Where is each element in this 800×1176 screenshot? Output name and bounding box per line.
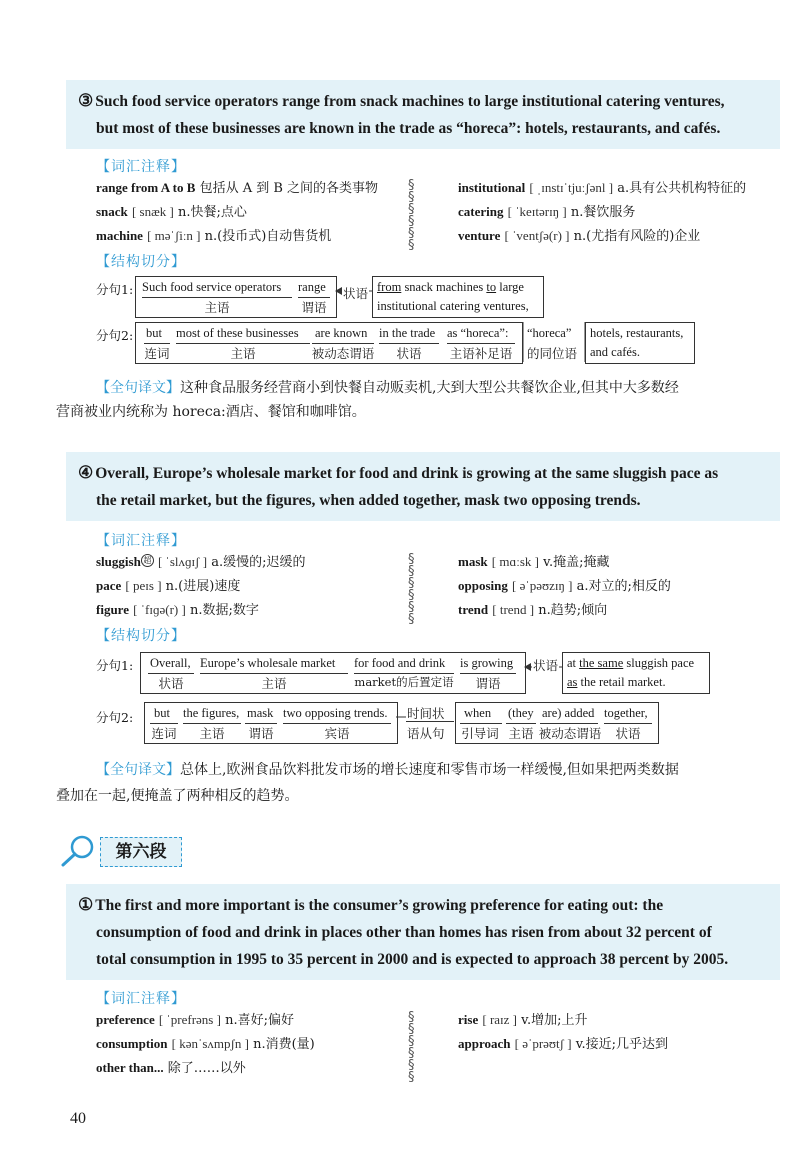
appositive-text: hotels, restaurants, xyxy=(590,326,684,340)
clause-role: 谓语 xyxy=(301,300,327,315)
vocab-title: 【词汇注释】 xyxy=(96,991,186,1007)
badge-icon: 超 xyxy=(141,554,154,567)
clause-label: 分句1: xyxy=(96,282,134,297)
sentence-text-line: Such food service operators range from snack machines to large institutional catering ventures, xyxy=(95,93,725,110)
connector-line xyxy=(396,710,406,724)
sentence-text-line: Overall, Europe’s wholesale market for food and drink is growing at the same sluggish pace as xyxy=(95,465,719,482)
sentence-3 xyxy=(66,80,780,149)
clause-word: but xyxy=(154,706,170,720)
vocab-list-right: rise [ raɪz ] v.增加;上升 approach [ əˈprəʊtʃ ] v.接近;几乎达到 xyxy=(458,1012,669,1052)
magnifier-icon xyxy=(60,834,100,868)
clause-role: 的同位语 xyxy=(526,346,577,361)
vocab-list-left: sluggish 超 [ ˈslʌɡɪʃ ] a.缓慢的;迟缓的 pace [ peɪs ] n.(进展)速度 figure [ ˈfɪɡə(r) ] n.数据;数字 xyxy=(96,554,306,618)
translation-tag: 【全句译文】 xyxy=(96,380,180,396)
clause-word: when xyxy=(464,706,492,720)
clause-role: 主语补足语 xyxy=(449,346,513,361)
structure-title: 【结构切分】 xyxy=(96,254,186,270)
vocab-list-left: range from A to B 包括从 A 到 B 之间的各类事物 snack [ snæk ] n.快餐;点心 machine [ məˈʃiːn ] n.(投币式)自动售货机 xyxy=(96,180,379,244)
translation-text: 这种食品服务经营商小到快餐自动贩卖机,大到大型公共餐饮企业,但其中大多数经 xyxy=(180,380,679,396)
clause-role: 连词 xyxy=(144,346,170,361)
sentence-text-line: total consumption in 1995 to 35 percent in 2000 and is expected to approach 38 percent by 2005. xyxy=(96,951,729,968)
clause-word: Such food service operators xyxy=(142,280,282,294)
translation-tag: 【全句译文】 xyxy=(96,762,180,778)
sentence-1 xyxy=(66,884,780,980)
translation xyxy=(96,758,780,782)
clause-word: are known xyxy=(315,326,368,340)
clause-word: (they xyxy=(508,706,534,720)
appositive-word: “horeca” xyxy=(527,326,572,340)
clause-role: 时间状 xyxy=(407,706,445,721)
clause-role: 语从句 xyxy=(407,726,445,741)
translation xyxy=(96,376,780,400)
clause-role: market的后置定语 xyxy=(354,675,454,689)
clause-word: the figures, xyxy=(183,706,240,720)
clause-label: 分句2: xyxy=(96,710,134,725)
wavy-divider: § § § § § § xyxy=(408,178,415,253)
clause-label: 分句1: xyxy=(96,658,134,673)
sentence-text-line: the retail market, but the figures, when added together, mask two opposing trends. xyxy=(96,492,641,509)
clause-word: most of these businesses xyxy=(176,326,299,340)
bracket-arrow xyxy=(521,318,589,366)
vocab-title: 【词汇注释】 xyxy=(96,533,186,549)
modifier-text: institutional catering ventures, xyxy=(377,299,529,313)
sentence-text-line: The first and more important is the consumer’s growing preference for eating out: the xyxy=(95,897,664,914)
clause-role: 被动态谓语 xyxy=(538,726,602,741)
underline xyxy=(406,721,454,722)
clause-word: together, xyxy=(604,706,648,720)
sentence-number: ④ xyxy=(78,463,94,482)
clause-role: 主语 xyxy=(204,300,230,315)
clause-word: for food and drink xyxy=(354,656,446,670)
structure-title: 【结构切分】 xyxy=(96,628,186,644)
vocab-list-left: preference [ ˈprefrəns ] n.喜好;偏好 consumption [ kənˈsʌmpʃn ] n.消费(量) other than... 除了……以外 xyxy=(96,1012,315,1076)
vocab-list-right: mask [ mɑːsk ] v.掩盖;掩藏 opposing [ əˈpəʊzɪŋ ] a.对立的;相反的 trend [ trend ] n.趋势;倾向 xyxy=(458,554,671,618)
modifier-text: at the same sluggish pace xyxy=(567,656,695,670)
clause-role: 宾语 xyxy=(324,726,350,741)
sentence-text-line: but most of these businesses are known in the trade as “horeca”: hotels, restaurants, and cafés. xyxy=(96,120,721,137)
clause-role: 引导词 xyxy=(461,726,499,741)
vocab-list-right: institutional [ ˌɪnstɪˈtjuːʃənl ] a.具有公共机构特征的 catering [ ˈkeɪtərɪŋ ] n.餐饮服务 venture [ ˈventʃə(r) ] n.(尤指有风险的)企业 xyxy=(458,180,747,244)
clause-role: 主语 xyxy=(199,726,225,741)
section-title: 第六段 xyxy=(100,837,182,867)
clause-role: 连词 xyxy=(151,726,177,741)
translation-text: 营商被业内统称为 horeca:酒店、餐馆和咖啡馆。 xyxy=(56,404,366,420)
clause-word: is growing xyxy=(460,656,514,670)
sentence-number: ③ xyxy=(78,91,94,110)
translation-text: 总体上,欧洲食品饮料批发市场的增长速度和零售市场一样缓慢,但如果把两类数据 xyxy=(180,762,679,778)
clause-word: are) added xyxy=(542,706,595,720)
clause-word: range xyxy=(298,280,326,294)
clause-role: 状语 xyxy=(615,726,641,741)
clause-role: 主语 xyxy=(508,726,534,741)
translation-text: 叠加在一起,便掩盖了两种相反的趋势。 xyxy=(56,788,299,804)
page-number: 40 xyxy=(70,1110,86,1127)
sentence-number: ① xyxy=(78,895,94,914)
clause-role: 状语 xyxy=(158,676,184,691)
modifier-text: as the retail market. xyxy=(567,675,666,689)
clause-word: mask xyxy=(247,706,274,720)
modifier-text: from snack machines to large xyxy=(377,280,524,294)
clause-word: Overall, xyxy=(150,656,191,670)
appositive-text: and cafés. xyxy=(590,345,640,359)
clause-role: 状语 xyxy=(533,658,559,673)
clause-label: 分句2: xyxy=(96,328,134,343)
clause-word: as “horeca”: xyxy=(447,326,509,340)
clause-word: two opposing trends. xyxy=(283,706,388,720)
clause-role: 被动态谓语 xyxy=(311,346,375,361)
vocab-title: 【词汇注释】 xyxy=(96,159,186,175)
clause-word: in the trade xyxy=(379,326,436,340)
clause-role: 状语 xyxy=(396,346,422,361)
sentence-text-line: consumption of food and drink in places other than homes has risen from about 32 percent of xyxy=(96,924,712,941)
wavy-divider: § § § § § § xyxy=(408,1010,415,1085)
sentence-4 xyxy=(66,452,780,521)
clause-role: 主语 xyxy=(261,676,287,691)
clause-role: 谓语 xyxy=(248,726,274,741)
clause-role: 谓语 xyxy=(475,676,501,691)
clause-role: 状语 xyxy=(343,286,369,301)
clause-word: Europe’s wholesale market xyxy=(200,656,336,670)
wavy-divider: § § § § § § xyxy=(408,552,415,627)
clause-word: but xyxy=(146,326,162,340)
clause-role: 主语 xyxy=(230,346,256,361)
